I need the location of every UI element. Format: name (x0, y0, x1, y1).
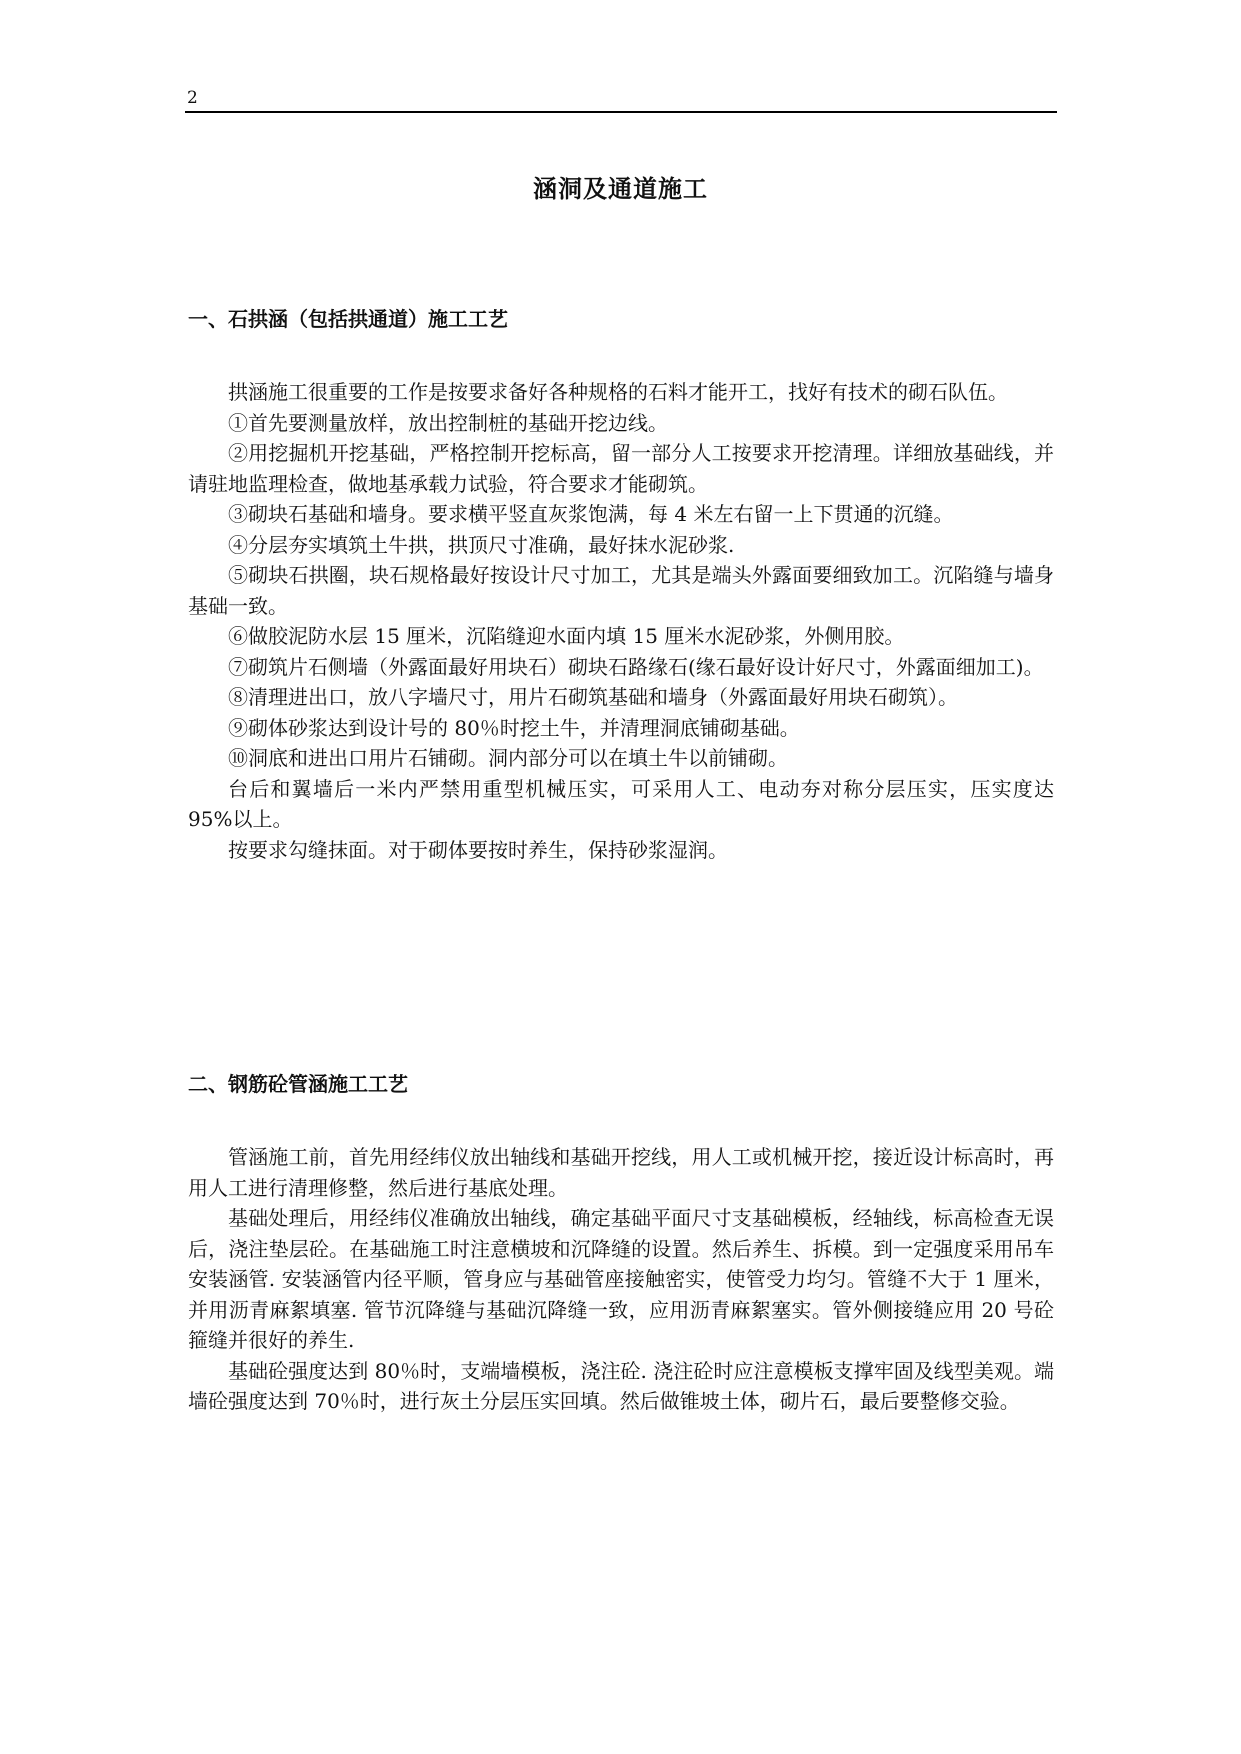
section-heading-1: 一、石拱涵（包括拱通道）施工工艺 (188, 307, 508, 331)
section-2-body (188, 1142, 1054, 1417)
paragraph: ④分层夯实填筑土牛拱，拱顶尺寸准确，最好抹水泥砂浆. (228, 532, 735, 557)
paragraph: 拱涵施工很重要的工作是按要求备好各种规格的石料才能开工，找好有技术的砌石队伍。 (228, 380, 1008, 404)
paragraph: ⑦砌筑片石侧墙（外露面最好用块石）砌块石路缘石(缘石最好设计好尺寸，外露面细加工)。 (228, 654, 1044, 679)
paragraph: 按要求勾缝抹面。对于砌体要按时养生，保持砂浆湿润。 (228, 837, 728, 862)
paragraph: 基础处理后，用经纬仪准确放出轴线，确定基础平面尺寸支基础模板，经轴线，标高检查无误后，浇注垫层砼。在基础施工时注意横坡和沉降缝的设置。然后养生、拆模。到一定强度采用吊车安装涵管. 安装涵管内径平顺，管身应与基础管座接触密实，使管受力均匀。管缝不大于 1 厘米，并用沥青麻絮填塞. 管节沉降缝与基础沉降缝一致，应用沥青麻絮塞实。管外侧接缝应用 20 号砼箍缝并很好的养生. (188, 1206, 1054, 1352)
section-heading-2: 二、钢筋砼管涵施工工艺 (188, 1072, 408, 1096)
section-1-body (188, 377, 1054, 865)
paragraph: 基础砼强度达到 80％时，支端墙模板，浇注砼. 浇注砼时应注意模板支撑牢固及线型美观。端墙砼强度达到 70％时，进行灰土分层压实回填。然后做锥坡土体，砌片石，最后要整修交验。 (188, 1358, 1054, 1413)
paragraph: ⑨砌体砂浆达到设计号的 80％时挖土牛，并清理洞底铺砌基础。 (228, 715, 800, 740)
paragraph: ③砌块石基础和墙身。要求横平竖直灰浆饱满，每 4 米左右留一上下贯通的沉缝。 (228, 502, 954, 526)
paragraph: 台后和翼墙后一米内严禁用重型机械压实，可采用人工、电动夯对称分层压实，压实度达 95%以上。 (188, 776, 1054, 831)
paragraph: ⑧清理进出口，放八字墙尺寸，用片石砌筑基础和墙身（外露面最好用块石砌筑）。 (228, 685, 958, 709)
paragraph: 管涵施工前，首先用经纬仪放出轴线和基础开挖线，用人工或机械开挖，接近设计标高时，再用人工进行清理修整，然后进行基底处理。 (188, 1145, 1054, 1200)
paragraph: ⑥做胶泥防水层 15 厘米，沉陷缝迎水面内填 15 厘米水泥砂浆，外侧用胶。 (228, 624, 905, 648)
paragraph: ②用挖掘机开挖基础，严格控制开挖标高，留一部分人工按要求开挖清理。详细放基础线，并请驻地监理检查，做地基承载力试验，符合要求才能砌筑。 (188, 441, 1054, 496)
paragraph: ⑩洞底和进出口用片石铺砌。洞内部分可以在填土牛以前铺砌。 (228, 746, 788, 770)
paragraph: ⑤砌块石拱圈，块石规格最好按设计尺寸加工，尤其是端头外露面要细致加工。沉陷缝与墙身基础一致。 (188, 563, 1054, 618)
paragraph: ①首先要测量放样，放出控制桩的基础开挖边线。 (228, 410, 668, 435)
page-number: 2 (187, 88, 198, 108)
document-title: 涵洞及通道施工 (533, 174, 708, 203)
header-rule (185, 111, 1057, 113)
